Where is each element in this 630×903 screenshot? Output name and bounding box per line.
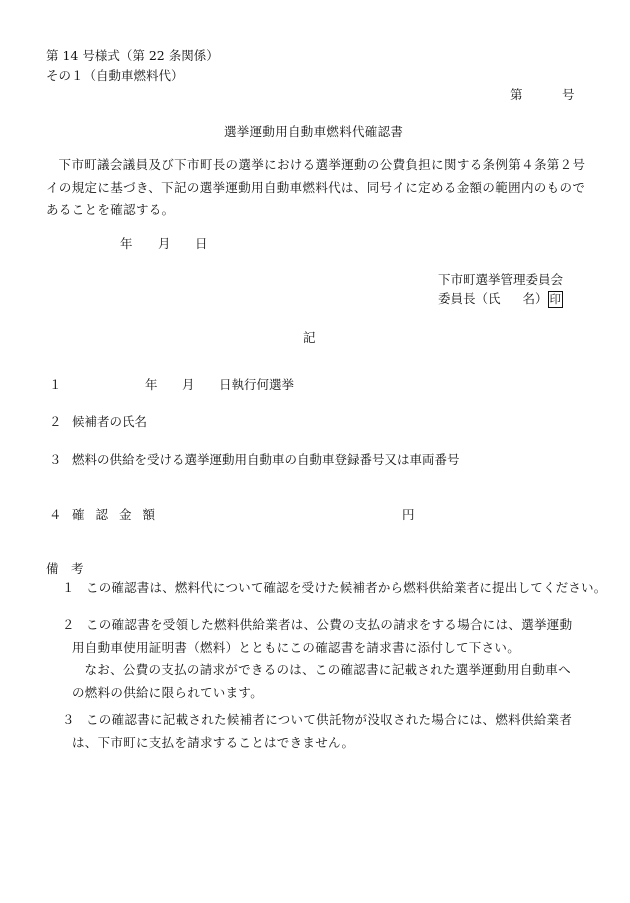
note-1-number: １ xyxy=(62,580,75,595)
item-1-month: 月 xyxy=(182,377,195,392)
issuer-organization: 下市町選挙管理委員会 xyxy=(438,272,564,287)
item-4-text: 確認金額 xyxy=(72,507,167,522)
date-day: 日 xyxy=(195,236,208,251)
notes-heading: 備 考 xyxy=(46,561,84,576)
doc-number-suffix: 号 xyxy=(562,87,575,102)
chair-name-suffix: 名） xyxy=(522,291,548,306)
item-3-number: ３ xyxy=(49,452,62,467)
note-2-text-b: なお、公費の支払の請求ができるのは、この確認書に記載された選挙運動用自動車への燃料の供給に限られています。 xyxy=(72,662,571,700)
chair-prefix: 委員長（氏 xyxy=(438,291,501,306)
item-4-number: ４ xyxy=(49,507,62,522)
ki-marker: 記 xyxy=(303,330,316,345)
item-2-text: 候補者の氏名 xyxy=(72,414,148,429)
doc-number-prefix: 第 xyxy=(510,87,523,102)
note-2-number: ２ xyxy=(62,617,75,632)
date-year: 年 xyxy=(120,236,133,251)
seal-mark: 印 xyxy=(549,292,562,306)
date-month: 月 xyxy=(158,236,171,251)
note-3-number: ３ xyxy=(62,712,75,727)
item-3-text: 燃料の供給を受ける選挙運動用自動車の自動車登録番号又は車両番号 xyxy=(72,452,460,467)
issuer-chair xyxy=(438,291,563,308)
note-1-text: この確認書は、燃料代について確認を受けた候補者から燃料供給業者に提出してください。 xyxy=(86,580,607,595)
note-2-text-a: この確認書を受領した燃料供給業者は、公費の支払の請求をする場合には、選挙運動用自動車使用証明書（燃料）とともにこの確認書を請求書に添付して下さい。 xyxy=(72,617,573,655)
item-1-number: １ xyxy=(49,377,62,392)
item-1-year: 年 xyxy=(145,377,158,392)
item-2-number: ２ xyxy=(49,414,62,429)
intro-paragraph: 下市町議会議員及び下市町長の選挙における選挙運動の公費負担に関する条例第４条第２号イの規定に基づき、下記の選挙運動用自動車燃料代は、同号イに定める金額の範囲内のものであることを確認する。 xyxy=(46,157,586,217)
item-4-unit: 円 xyxy=(402,507,415,522)
item-1-text: 日執行何選挙 xyxy=(219,377,295,392)
note-3-text: この確認書に記載された候補者について供託物が没収された場合には、燃料供給業者は、下市町に支払を請求することはできません。 xyxy=(72,712,573,750)
document-title: 選挙運動用自動車燃料代確認書 xyxy=(224,124,404,139)
form-subnumber: その１（自動車燃料代） xyxy=(46,68,184,83)
form-number: 第 14 号様式（第 22 条関係） xyxy=(46,48,219,63)
